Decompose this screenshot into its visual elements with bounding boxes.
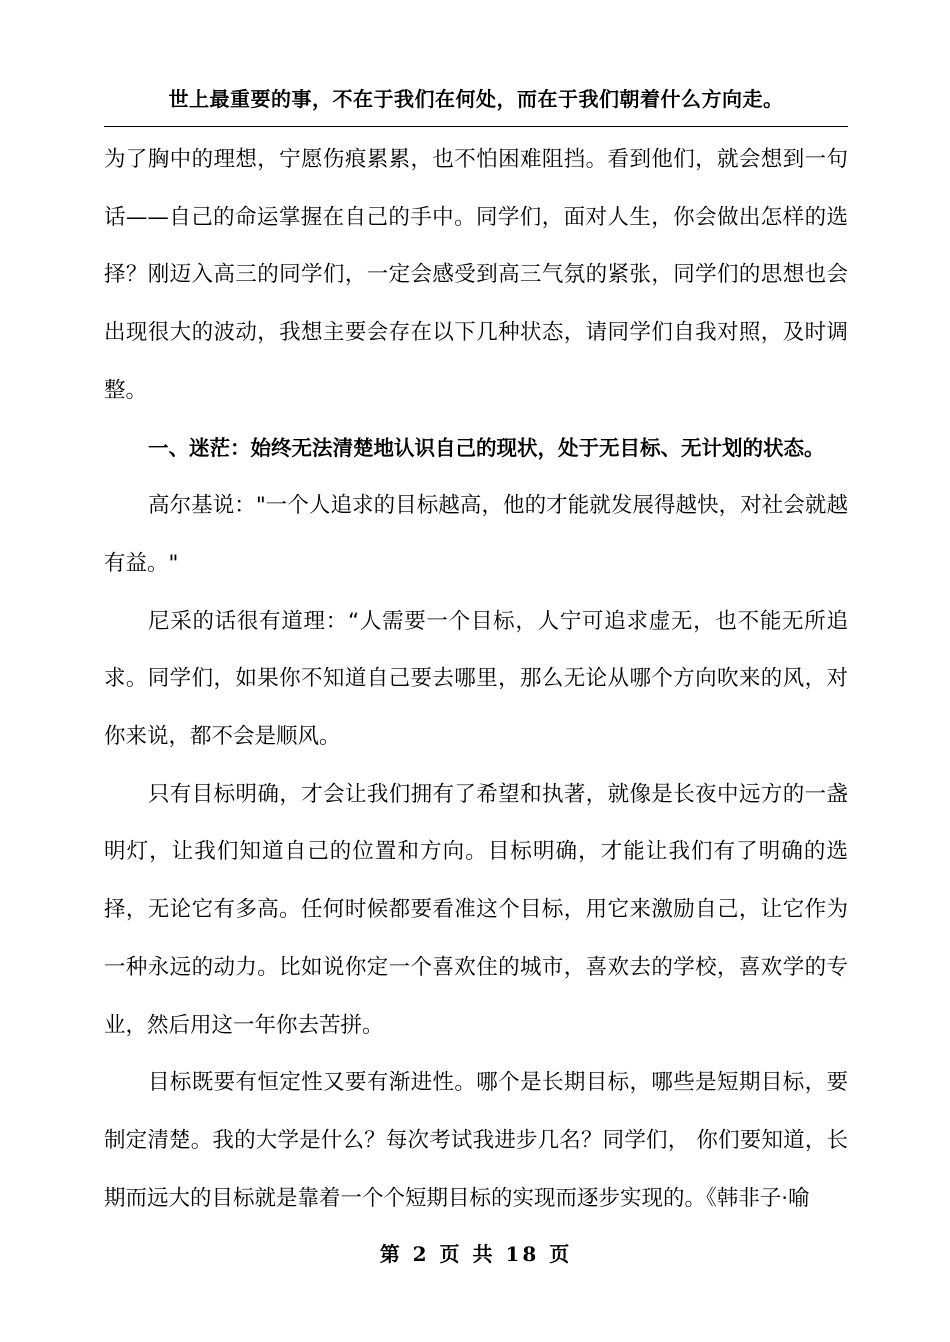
paragraph-gorky-quote: 高尔基说："一个人追求的目标越高，他的才能就发展得越快，对社会就越有益。" bbox=[104, 493, 848, 576]
paragraph-goal-types: 目标既要有恒定性又要有渐进性。哪个是长期目标，哪些是短期目标，要制定清楚。我的大学是什么？每次考试我进步几名？同学们， 你们要知道，长期而远大的目标就是靠着一个个短期目标的实现而逐步实现的。《韩非子·喻 bbox=[104, 1070, 848, 1211]
section-heading-confusion: 一、迷茫：始终无法清楚地认识自己的现状，处于无目标、无计划的状态。 bbox=[148, 435, 825, 460]
document-body bbox=[104, 131, 848, 1227]
paragraph-intro: 为了胸中的理想，宁愿伤痕累累，也不怕困难阻挡。看到他们，就会想到一句话——自己的命运掌握在自己的手中。同学们，面对人生，你会做出怎样的选择？刚迈入高三的同学们，一定会感受到高三气氛的紧张，同学们的思想也会出现很大的波动，我想主要会存在以下几种状态，请同学们自我对照，及时调整。 bbox=[104, 147, 848, 403]
paragraph-nietzsche-quote: 尼采的话很有道理：“人需要一个目标，人宁可追求虚无，也不能无所追求。同学们，如果你不知道自己要去哪里，那么无论从哪个方向吹来的风，对你来说，都不会是顺风。 bbox=[104, 608, 848, 750]
header-divider bbox=[104, 126, 848, 127]
page-header-quote: 世上最重要的事，不在于我们在何处，而在于我们朝着什么方向走。 bbox=[168, 87, 784, 111]
paragraph-clear-goals: 只有目标明确，才会让我们拥有了希望和执著，就像是长夜中远方的一盏明灯，让我们知道自己的位置和方向。目标明确，才能让我们有了明确的选择，无论它有多高。任何时候都要看准这个目标，用它来激励自己，让它作为一种永远的动力。比如说你定一个喜欢住的城市，喜欢去的学校，喜欢学的专业，然后用这一年你去苦拼。 bbox=[104, 781, 848, 1038]
page-number-footer: 第 2 页 共 18 页 bbox=[379, 1242, 573, 1266]
